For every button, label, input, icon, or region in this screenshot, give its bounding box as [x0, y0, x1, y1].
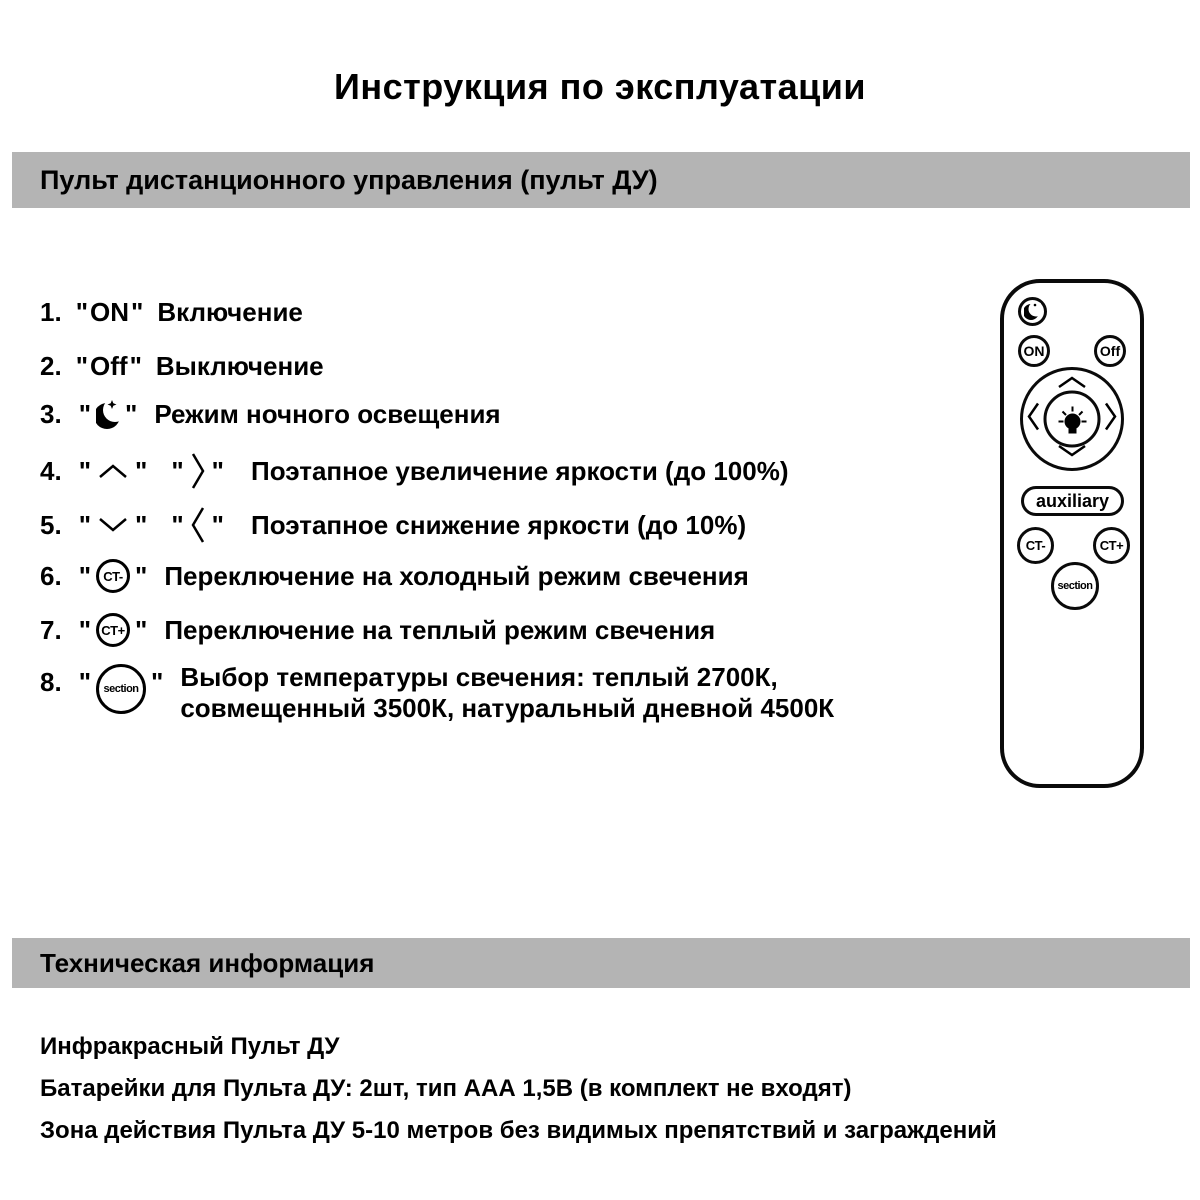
quote-mark: "	[151, 667, 164, 697]
list-item-section	[40, 662, 834, 724]
quote-mark: "	[135, 560, 148, 591]
quote-mark: "	[171, 509, 184, 540]
quote-mark: "	[75, 351, 89, 381]
quote-mark: "	[78, 455, 92, 486]
page-title: Инструкция по эксплуатации	[333, 66, 867, 107]
on-button-label: ON	[90, 297, 130, 327]
chevron-up-icon	[96, 462, 130, 480]
section-icon	[96, 664, 146, 714]
quote-mark: "	[78, 614, 92, 645]
ct-minus-button-label: CT-	[1025, 538, 1046, 553]
technical-info	[40, 1026, 997, 1152]
dpad-ring	[1020, 367, 1124, 471]
section-header-technical-info	[12, 938, 1190, 988]
section-button-label: section	[1057, 580, 1093, 592]
item-description-line2: совмещенный 3500К, натуральный дневной 4500К	[180, 693, 835, 723]
section-label: section	[103, 683, 139, 695]
night-mode-button	[1018, 297, 1047, 326]
quote-mark: "	[125, 398, 138, 429]
item-description: Переключение на теплый режим свечения	[164, 614, 716, 645]
off-button-label: Off	[1099, 343, 1121, 359]
list-item-warm-mode	[40, 613, 715, 647]
quote-mark: "	[171, 455, 184, 486]
chevron-down-icon	[96, 516, 130, 534]
ct-plus-button-label: CT+	[1099, 538, 1124, 553]
item-description: Поэтапное увеличение яркости (до 100%)	[251, 455, 789, 486]
item-number: 3.	[40, 398, 62, 429]
list-item-brightness-up	[40, 450, 788, 492]
ct-minus-button	[1017, 527, 1054, 564]
quote-mark: "	[78, 560, 92, 591]
quote-mark: "	[129, 351, 142, 381]
item-number: 7.	[40, 614, 62, 645]
crescent-moon-icon	[1024, 302, 1041, 321]
quote-mark: "	[78, 509, 92, 540]
quote-mark: "	[78, 667, 92, 697]
quote-mark: "	[131, 297, 144, 327]
quote-mark: "	[135, 509, 148, 540]
on-button-label: ON	[1023, 343, 1045, 359]
light-bulb-icon	[1054, 400, 1090, 438]
item-description: Режим ночного освещения	[154, 398, 501, 429]
ct-minus-label: CT-	[103, 568, 123, 584]
chevron-left-icon	[1026, 399, 1040, 440]
tech-info-line-ir-remote: Инфракрасный Пульт ДУ	[40, 1033, 340, 1060]
list-item-brightness-down	[40, 504, 746, 546]
list-item-cold-mode	[40, 559, 749, 593]
item-number: 8.	[40, 667, 62, 697]
section-button	[1051, 562, 1099, 610]
section-header-remote-control	[12, 152, 1190, 208]
item-description-line1: Выбор температуры свечения: теплый 2700К,	[180, 662, 778, 692]
item-number: 5.	[40, 509, 62, 540]
item-number: 2.	[40, 351, 62, 381]
remote-control-drawing	[1000, 279, 1144, 788]
on-button	[1018, 335, 1050, 367]
off-button-label: Off	[90, 351, 128, 381]
crescent-moon-icon	[96, 396, 120, 432]
ct-plus-icon	[96, 613, 130, 647]
tech-info-line-batteries: Батарейки для Пульта ДУ: 2шт, тип ААА 1,5В (в комплект не входят)	[40, 1075, 852, 1102]
section-header-remote-control-label: Пульт дистанционного управления (пульт ДУ)	[40, 164, 658, 195]
list-item-off	[40, 351, 324, 382]
quote-mark: "	[78, 398, 92, 429]
tech-info-line-range: Зона действия Пульта ДУ 5-10 метров без видимых препятствий и заграждений	[40, 1117, 997, 1144]
ct-minus-icon	[96, 559, 130, 593]
quote-mark: "	[211, 455, 224, 486]
chevron-right-icon	[189, 450, 207, 492]
item-description: Выключение	[155, 351, 324, 381]
quote-mark: "	[75, 297, 89, 327]
auxiliary-button	[1021, 486, 1124, 516]
item-number: 4.	[40, 455, 62, 486]
ct-plus-button	[1093, 527, 1130, 564]
ct-plus-label: CT+	[101, 622, 125, 638]
quote-mark: "	[211, 509, 224, 540]
quote-mark: "	[135, 455, 148, 486]
item-description: Переключение на холодный режим свечения	[164, 560, 749, 591]
quote-mark: "	[135, 614, 148, 645]
item-description: Включение	[157, 297, 303, 327]
item-description: Поэтапное снижение яркости (до 10%)	[251, 509, 747, 540]
list-item-night-mode	[40, 396, 501, 432]
auxiliary-button-label: auxiliary	[1035, 490, 1110, 511]
item-description	[180, 662, 834, 724]
off-button	[1094, 335, 1126, 367]
chevron-right-icon	[1104, 399, 1118, 440]
item-number: 1.	[40, 297, 62, 327]
item-number: 6.	[40, 560, 62, 591]
list-item-on	[40, 297, 303, 328]
chevron-left-icon	[189, 504, 207, 546]
section-header-technical-info-label: Техническая информация	[40, 947, 375, 978]
dpad-center-button	[1044, 391, 1101, 448]
